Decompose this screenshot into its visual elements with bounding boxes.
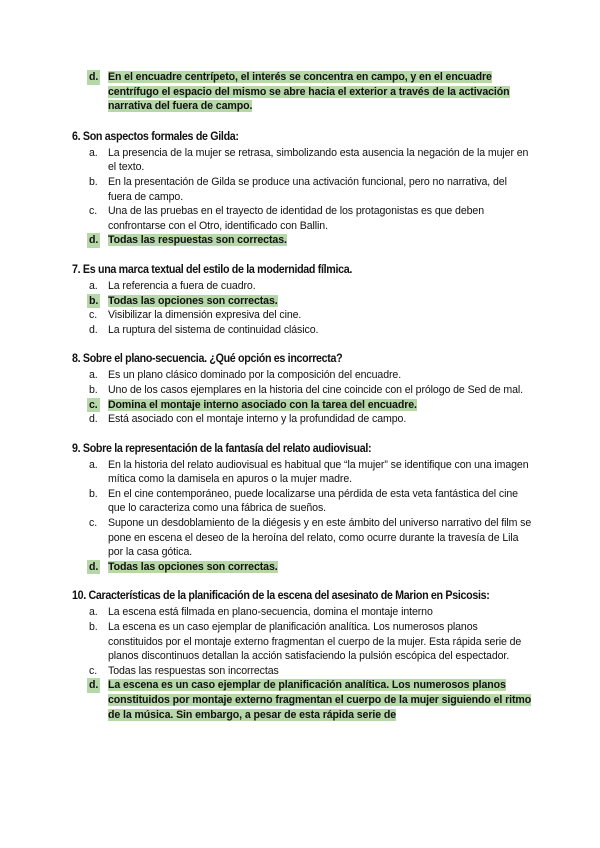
option-text: Todas las opciones son correctas.	[108, 294, 278, 307]
option-b	[72, 383, 532, 398]
option-letter: c.	[89, 205, 98, 218]
option-text: Está asociado con el montaje interno y la profundidad de campo.	[108, 413, 407, 426]
option-letter: b.	[89, 383, 98, 396]
option-text: En la historia del relato audiovisual es habitual que “la mujer” se identifique con una imagen mítica como la damisela en apuros o la mujer madre.	[108, 458, 529, 486]
option-letter: a.	[89, 279, 98, 292]
option-text: Todas las respuestas son correctas.	[108, 234, 287, 247]
option-text: Todas las opciones son correctas.	[108, 560, 278, 573]
option-letter: a.	[89, 369, 98, 382]
quiz-content	[72, 70, 532, 722]
option-text: La referencia a fuera de cuadro.	[108, 279, 256, 292]
option-c	[72, 308, 532, 323]
option-text: Visibilizar la dimensión expresiva del cine.	[108, 309, 302, 322]
option-letter: d.	[89, 71, 99, 83]
question-title: 10. Características de la planificación de la escena del asesinato de Marion en Psicosis:	[72, 590, 490, 603]
option-text: Domina el montaje interno asociado con la tarea del encuadre.	[108, 398, 417, 411]
option-d-correct	[72, 560, 532, 575]
question-8	[72, 352, 532, 426]
option-list	[72, 368, 532, 426]
option-letter: d.	[89, 413, 98, 426]
option-list	[72, 146, 532, 248]
option-b	[72, 487, 532, 516]
question-7	[72, 263, 532, 337]
option-c	[72, 664, 532, 679]
option-text: La escena es un caso ejemplar de planificación analítica. Los numerosos planos constituidos por montaje externo fragmentan el cuerpo de la mujer siguiendo el ritmo de la música. Sin embargo, a pesar de esta rápida serie de	[108, 679, 532, 721]
question-title: 7. Es una marca textual del estilo de la modernidad fílmica.	[72, 263, 353, 276]
option-d	[72, 412, 532, 427]
option-d-correct	[72, 678, 532, 722]
option-letter: b.	[89, 175, 98, 188]
option-a	[72, 605, 532, 620]
option-c-correct	[72, 398, 532, 413]
option-letter: a.	[89, 606, 98, 619]
option-text: La escena está filmada en plano-secuencia, domina el montaje interno	[108, 606, 433, 619]
option-text: La escena es un caso ejemplar de planificación analítica. Los numerosos planos constituidos por el montaje externo fragmentan el cuerpo de la mujer. Esta rápida serie de planos discontinuos detallan la acción satisfaciendo la pulsión escópica del espectador.	[108, 621, 522, 663]
intro-options	[72, 70, 532, 114]
option-a	[72, 368, 532, 383]
question-10	[72, 589, 532, 722]
option-letter: c.	[89, 398, 98, 411]
option-letter: b.	[89, 294, 99, 307]
option-text: La ruptura del sistema de continuidad clásico.	[108, 323, 319, 336]
option-text: Es un plano clásico dominado por la composición del encuadre.	[108, 369, 402, 382]
option-d	[72, 323, 532, 338]
option-b-correct	[72, 294, 532, 309]
option-text: Una de las pruebas en el trayecto de identidad de los protagonistas es que deben confrontarse con el Otro, identificado con Ballin.	[108, 205, 484, 232]
question-6	[72, 130, 532, 248]
question-title: 8. Sobre el plano-secuencia. ¿Qué opción es incorrecta?	[72, 353, 343, 366]
option-letter: c.	[89, 309, 98, 322]
option-letter: d.	[89, 679, 99, 692]
option-b	[72, 175, 532, 204]
option-c	[72, 204, 532, 233]
question-title: 9. Sobre la representación de la fantasía del relato audiovisual:	[72, 442, 372, 455]
question-9	[72, 442, 532, 575]
option-text: Uno de los casos ejemplares en la historia del cine coincide con el prólogo de Sed de mal.	[108, 383, 523, 396]
option-letter: d.	[89, 234, 99, 247]
option-letter: b.	[89, 621, 98, 634]
option-a	[72, 458, 532, 487]
option-text: En el cine contemporáneo, puede localizarse una pérdida de esta veta fantástica del cine que lo caracteriza como una fábrica de sueños.	[108, 487, 518, 515]
option-b	[72, 620, 532, 664]
option-list	[72, 605, 532, 722]
option-letter: b.	[89, 487, 98, 500]
option-text: La presencia de la mujer se retrasa, simbolizando esta ausencia la negación de la mujer en el texto.	[108, 146, 529, 174]
option-text: Todas las respuestas son incorrectas	[108, 664, 279, 677]
option-a	[72, 146, 532, 175]
question-title: 6. Son aspectos formales de Gilda:	[72, 130, 239, 143]
intro-answer-d	[72, 70, 532, 114]
option-d-correct	[72, 233, 532, 248]
option-text: Supone un desdoblamiento de la diégesis y en este ámbito del universo narrativo del film se pone en escena el deseo de la heroína del relato, como ocurre durante la travesía de Lila por la casa gótica.	[108, 517, 532, 559]
option-letter: c.	[89, 664, 98, 677]
option-letter: a.	[89, 146, 98, 159]
option-a	[72, 279, 532, 294]
option-c	[72, 516, 532, 560]
option-text: En el encuadre centrípeto, el interés se concentra en campo, y en el encuadre centrífugo el espacio del mismo se abre hacia el exterior a través de la activación narrativa del fuera de campo.	[108, 71, 510, 113]
option-letter: a.	[89, 458, 98, 471]
option-letter: d.	[89, 560, 99, 573]
option-list	[72, 279, 532, 337]
option-letter: c.	[89, 517, 98, 530]
option-list	[72, 458, 532, 575]
option-letter: d.	[89, 323, 98, 336]
option-text: En la presentación de Gilda se produce una activación funcional, pero no narrativa, del fuera de campo.	[108, 175, 507, 203]
